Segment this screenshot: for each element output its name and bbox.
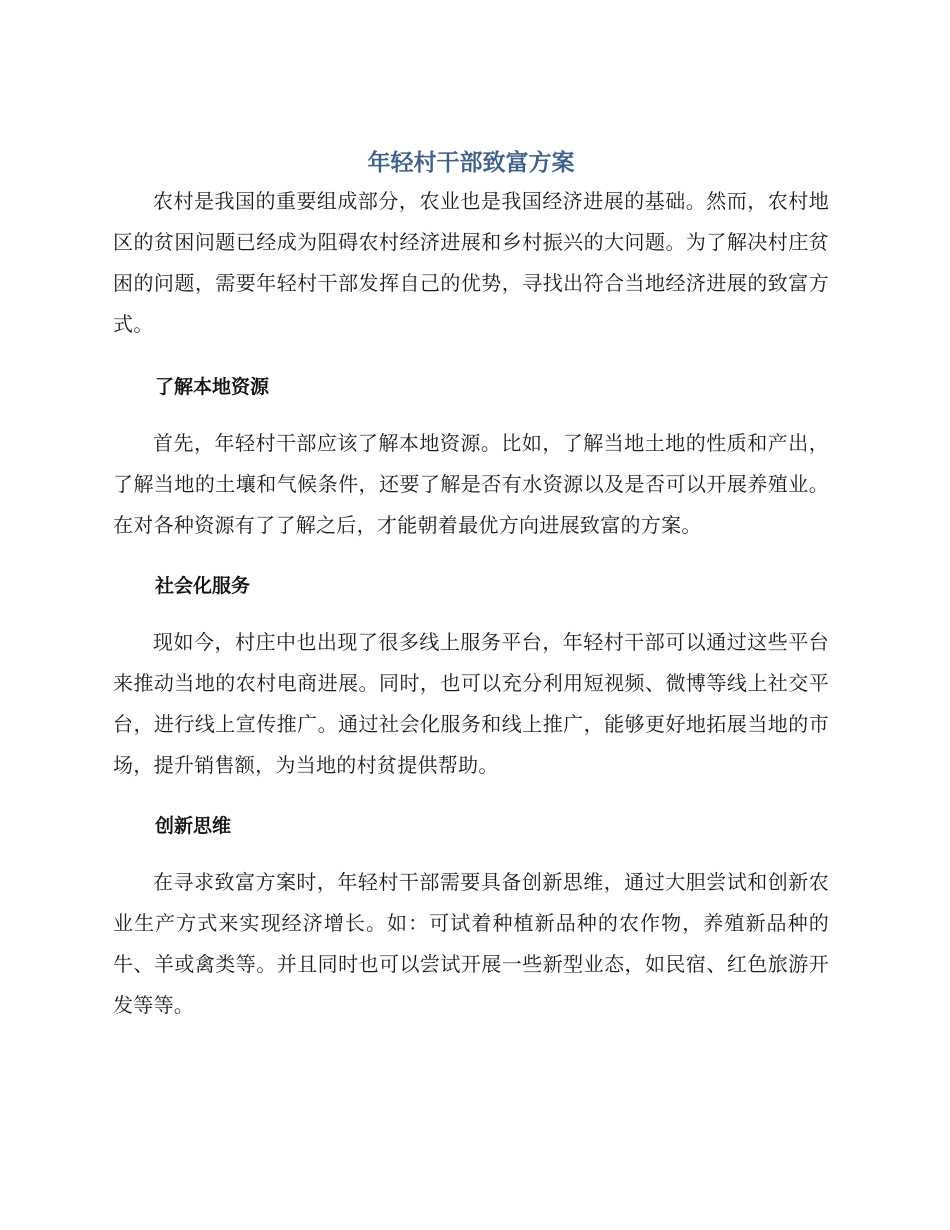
document-title: 年轻村干部致富方案 [367, 150, 575, 176]
section-heading-social-services: 社会化服务 [155, 575, 251, 597]
document-body [113, 145, 829, 1026]
section-heading-innovative-thinking: 创新思维 [155, 815, 232, 837]
section-body-local-resources: 首先，年轻村干部应该了解本地资源。比如，了解当地土地的性质和产出，了解当地的土壤和气候条件，还要了解是否有水资源以及是否可以开展养殖业。在对各种资源有了了解之后，才能朝着最优方向进展致富的方案。 [113, 431, 829, 537]
intro-paragraph: 农村是我国的重要组成部分，农业也是我国经济进展的基础。然而，农村地区的贫困问题已经成为阻碍农村经济进展和乡村振兴的大问题。为了解决村庄贫困的问题，需要年轻村干部发挥自己的优势，寻找出符合当地经济进展的致富方式。 [113, 189, 829, 336]
section-body-social-services: 现如今，村庄中也出现了很多线上服务平台，年轻村干部可以通过这些平台来推动当地的农村电商进展。同时，也可以充分利用短视频、微博等线上社交平台，进行线上宣传推广。通过社会化服务和线上推广，能够更好地拓展当地的市场，提升销售额，为当地的村贫提供帮助。 [113, 630, 829, 777]
section-body-innovative-thinking: 在寻求致富方案时，年轻村干部需要具备创新思维，通过大胆尝试和创新农业生产方式来实现经济增长。如：可试着种植新品种的农作物，养殖新品种的牛、羊或禽类等。并且同时也可以尝试开展一些新型业态，如民宿、红色旅游开发等等。 [113, 870, 829, 1017]
section-heading-local-resources: 了解本地资源 [155, 376, 270, 398]
